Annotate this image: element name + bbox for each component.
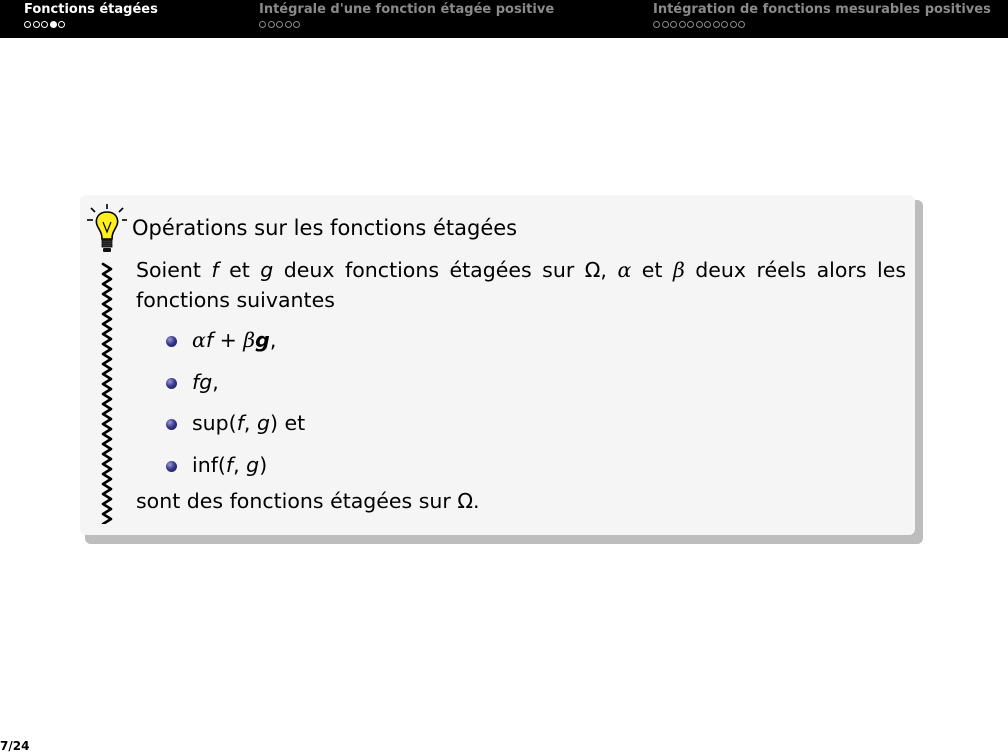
math-variable: f	[236, 411, 244, 435]
navigation-bar	[0, 0, 1008, 38]
wavy-border-decoration	[96, 262, 118, 524]
text-run: deux réels alors les fonctions suivantes	[136, 258, 907, 312]
math-function: inf(	[192, 452, 226, 477]
text-run: et	[631, 258, 673, 282]
outro-paragraph: sont des fonctions étagées sur Ω.	[136, 489, 480, 513]
nav-frame-dot[interactable]	[721, 21, 728, 28]
text-run: et	[218, 258, 261, 282]
function-list	[136, 326, 906, 492]
math-variable: α	[617, 258, 632, 282]
nav-frame-dot[interactable]	[24, 21, 31, 28]
nav-frame-dot[interactable]	[58, 21, 65, 28]
nav-frame-dot[interactable]	[662, 21, 669, 28]
block-title: Opérations sur les fonctions étagées	[132, 216, 518, 240]
math-function: sup(	[192, 411, 237, 435]
nav-frame-dot[interactable]	[704, 21, 711, 28]
text-run: ,	[212, 369, 219, 394]
math-variable: α	[192, 328, 206, 352]
math-operator: +	[213, 328, 244, 352]
nav-frame-dot[interactable]	[696, 21, 703, 28]
math-variable: f	[211, 258, 219, 282]
page-number: 7/24	[0, 739, 30, 753]
nav-frame-dot[interactable]	[679, 21, 686, 28]
math-variable: β	[243, 328, 256, 352]
nav-section-fonctions-etagees[interactable]	[24, 2, 158, 30]
nav-frame-dot[interactable]	[41, 21, 48, 28]
nav-frame-dot[interactable]	[713, 21, 720, 28]
list-item	[136, 409, 906, 451]
nav-frame-dot[interactable]	[285, 21, 292, 28]
math-operator: ,	[233, 452, 247, 477]
list-item	[136, 368, 906, 410]
nav-frame-dots	[653, 19, 991, 30]
nav-frame-dots	[24, 19, 158, 30]
nav-section-integrale-fonction-etagee[interactable]	[259, 2, 554, 30]
nav-frame-dot[interactable]	[653, 21, 660, 28]
math-variable: β	[672, 258, 685, 282]
nav-frame-dot[interactable]	[50, 21, 57, 28]
nav-frame-dot[interactable]	[730, 21, 737, 28]
nav-section-title[interactable]: Intégration de fonctions mesurables positives	[653, 2, 991, 17]
math-variable: f	[205, 328, 214, 352]
math-variable: fg	[192, 369, 213, 394]
intro-paragraph	[136, 256, 906, 315]
nav-frame-dot[interactable]	[738, 21, 745, 28]
nav-frame-dot[interactable]	[259, 21, 266, 28]
list-item	[136, 451, 906, 493]
bullet-icon	[166, 378, 177, 389]
math-variable: g	[255, 328, 270, 352]
nav-section-title[interactable]: Intégrale d'une fonction étagée positive	[259, 2, 555, 17]
nav-frame-dot[interactable]	[293, 21, 300, 28]
text-run: et	[277, 411, 306, 435]
math-variable: g	[256, 411, 270, 435]
math-operator: ,	[243, 411, 257, 435]
nav-frame-dots	[259, 19, 554, 30]
bullet-icon	[166, 336, 177, 347]
math-variable: f	[225, 452, 234, 477]
list-item	[136, 326, 906, 368]
math-operator: )	[259, 452, 268, 477]
nav-frame-dot[interactable]	[276, 21, 283, 28]
text-run: Soient	[136, 258, 212, 282]
math-variable: g	[246, 452, 260, 477]
nav-frame-dot[interactable]	[687, 21, 694, 28]
block-body	[136, 256, 906, 517]
text-run: ,	[269, 328, 277, 352]
bullet-icon	[166, 461, 177, 472]
bullet-icon	[166, 419, 177, 430]
nav-frame-dot[interactable]	[33, 21, 40, 28]
nav-frame-dot[interactable]	[670, 21, 677, 28]
text-run: deux fonctions étagées sur Ω,	[273, 258, 618, 282]
nav-section-title[interactable]: Fonctions étagées	[24, 2, 158, 17]
math-operator: )	[269, 411, 278, 435]
lightbulb-icon	[86, 203, 128, 255]
nav-section-integration-fonctions-mesurables[interactable]	[653, 2, 991, 30]
nav-frame-dot[interactable]	[268, 21, 275, 28]
math-variable: g	[260, 258, 274, 282]
